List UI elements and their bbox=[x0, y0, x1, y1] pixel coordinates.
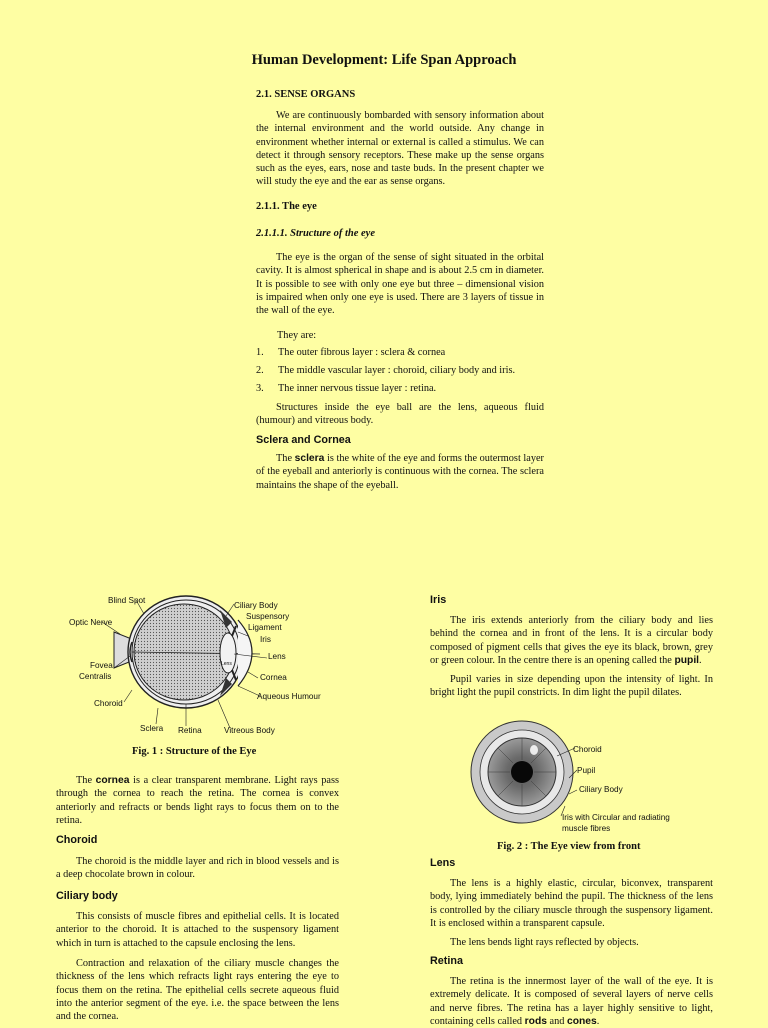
iris-paragraph-1 bbox=[430, 614, 713, 667]
lens-heading: Lens bbox=[430, 857, 456, 869]
fig1-label-lens-inner: Lens bbox=[221, 661, 232, 667]
text-run: and bbox=[546, 1015, 567, 1027]
lens-paragraph-2: The lens bends light rays reflected by objects. bbox=[450, 937, 639, 948]
sclera-paragraph bbox=[256, 452, 544, 492]
fig1-label-centralis: Centralis bbox=[79, 672, 112, 681]
fig1-label-ciliary-body: Ciliary Body bbox=[234, 601, 278, 610]
layer-item-3 bbox=[256, 382, 436, 395]
text-run: The bbox=[76, 775, 96, 786]
iris-paragraph-2: Pupil varies in size depending upon the intensity of light. In bright light the pupil constricts. In dim light the pupil dilates. bbox=[430, 674, 713, 699]
fig1-label-retina: Retina bbox=[178, 726, 202, 735]
fig1-label-iris: Iris bbox=[260, 635, 271, 644]
cornea-term: cornea bbox=[95, 775, 130, 786]
lens-paragraph-1: The lens is a highly elastic, circular, biconvex, transparent body, lying immediately behind the pupil. The thickness of the lens is controlled by the ciliary muscle through the suspensory ligament. It is enclosed within a transparent capsule. bbox=[430, 878, 713, 929]
fig2-label-iris-line2: muscle fibres bbox=[562, 824, 611, 833]
cornea-paragraph bbox=[56, 774, 339, 827]
fig1-label-sclera: Sclera bbox=[140, 724, 164, 733]
retina-paragraph bbox=[430, 975, 713, 1028]
text-run: . bbox=[699, 654, 702, 666]
fig1-label-lens: Lens bbox=[268, 652, 286, 661]
fig1-label-choroid: Choroid bbox=[94, 699, 123, 708]
fig1-label-vitreous: Vitreous Body bbox=[224, 726, 275, 735]
eye-paragraph: The eye is the organ of the sense of sight situated in the orbital cavity. It is almost spherical in shape and is about 2.5 cm in diameter. It is possible to see with only one eye but three – dimensional vision is impaired when only one eye is used. There are 3 layers of tissue in the wall of the eye. bbox=[256, 252, 544, 317]
ciliary-paragraph-2: Contraction and relaxation of the ciliary muscle changes the thickness of the lens which refracts light rays entering the eye to focus them on the retina. The epithelial cells secrete aqueous fluid into the anterior segment of the eye. i.e. the space between the lens and the cornea. bbox=[56, 958, 339, 1023]
text-run: The retina is the innermost layer of the wall of the eye. It is extremely delicate. It is composed of several layers of nerve cells and nerve fibres. The retina has a layer highly sensitive to light, containing cells called bbox=[430, 976, 713, 1027]
layer-item-1 bbox=[256, 346, 445, 359]
they-are-label: They are: bbox=[277, 330, 317, 341]
ciliary-heading: Ciliary body bbox=[56, 890, 118, 902]
fig1-caption: Fig. 1 : Structure of the Eye bbox=[132, 746, 257, 757]
sclera-term: sclera bbox=[294, 453, 325, 464]
fig1-label-ligament: Ligament bbox=[248, 623, 282, 632]
retina-heading: Retina bbox=[430, 955, 463, 967]
layer-item-2 bbox=[256, 364, 515, 377]
choroid-heading: Choroid bbox=[56, 834, 98, 846]
layer-item-num: 3. bbox=[256, 383, 264, 394]
text-run: . bbox=[596, 1015, 600, 1027]
fig2-label-pupil: Pupil bbox=[577, 766, 596, 775]
layer-item-text: The inner nervous tissue layer : retina. bbox=[278, 383, 437, 394]
text-run: The iris extends anteriorly from the ciliary body and lies behind the cornea and in front of the lens. It is a circular body composed of pigment cells that gives the eye its black, brown, grey or green colour. In the centre there is an opening called the bbox=[430, 615, 713, 666]
text-run: is the white of the eye and forms the outermost layer of the eyeball and anteriorly is continuous with the cornea. The sclera maintains the shape of the eyeball. bbox=[256, 453, 544, 491]
fig2-label-choroid: Choroid bbox=[573, 745, 602, 754]
iris-heading: Iris bbox=[430, 594, 447, 606]
layer-item-text: The outer fibrous layer : sclera & cornea bbox=[278, 347, 446, 358]
fig2-label-iris-line1: Iris with Circular and radiating bbox=[562, 813, 670, 822]
fig2-caption: Fig. 2 : The Eye view from front bbox=[497, 841, 641, 852]
fig1-label-blind-spot: Blind Spot bbox=[108, 596, 146, 605]
rods-term: rods bbox=[524, 1015, 547, 1027]
eye-heading: 2.1.1. The eye bbox=[256, 201, 317, 212]
text-run: The bbox=[276, 453, 295, 464]
sclera-heading: Sclera and Cornea bbox=[256, 434, 351, 446]
layer-item-text: The middle vascular layer : choroid, ciliary body and iris. bbox=[278, 365, 516, 376]
fig1-label-aqueous: Aqueous Humour bbox=[257, 692, 321, 701]
fig1-label-optic-nerve: Optic Nerve bbox=[69, 618, 113, 627]
highlight-shape bbox=[530, 745, 538, 755]
layer-item-num: 2. bbox=[256, 365, 264, 376]
text-run: is a clear transparent membrane. Light rays pass through the cornea to reach the retina. The cornea is convex anteriorly and refracts or bends light rays to focus them on to the retina. bbox=[56, 775, 339, 826]
fig1-label-cornea: Cornea bbox=[260, 673, 287, 682]
layer-item-num: 1. bbox=[256, 347, 264, 358]
pupil-shape bbox=[511, 761, 533, 783]
ciliary-paragraph-1: This consists of muscle fibres and epithelial cells. It is located anterior to the choroid. It is attached to the suspensory ligament which in turn is attached to the capsule enclosing the lens. bbox=[56, 911, 339, 949]
structures-paragraph: Structures inside the eye ball are the lens, aqueous fluid (humour) and vitreous body. bbox=[256, 402, 544, 427]
page-title: Human Development: Life Span Approach bbox=[251, 52, 517, 68]
fig1-label-suspensory: Suspensory bbox=[246, 612, 290, 621]
cones-term: cones bbox=[566, 1015, 597, 1027]
choroid-paragraph: The choroid is the middle layer and rich in blood vessels and is a deep chocolate brown in colour. bbox=[56, 856, 339, 881]
pupil-term: pupil bbox=[674, 654, 700, 666]
intro-paragraph: We are continuously bombarded with sensory information about the internal environment and the world outside. Any change in environment whether internal or external is called a stimulus. We can detect it through sensory receptors. These make up the sense organs such as the eyes, ears, nose and taste buds. In the present chapter we will study the eye and the ear as sense organs. bbox=[256, 110, 544, 188]
fig2-label-ciliary-body: Ciliary Body bbox=[579, 785, 623, 794]
fig1-label-fovea: Fovea bbox=[90, 661, 113, 670]
section-heading: 2.1. SENSE ORGANS bbox=[256, 89, 356, 100]
structure-heading: 2.1.1.1. Structure of the eye bbox=[256, 228, 375, 239]
